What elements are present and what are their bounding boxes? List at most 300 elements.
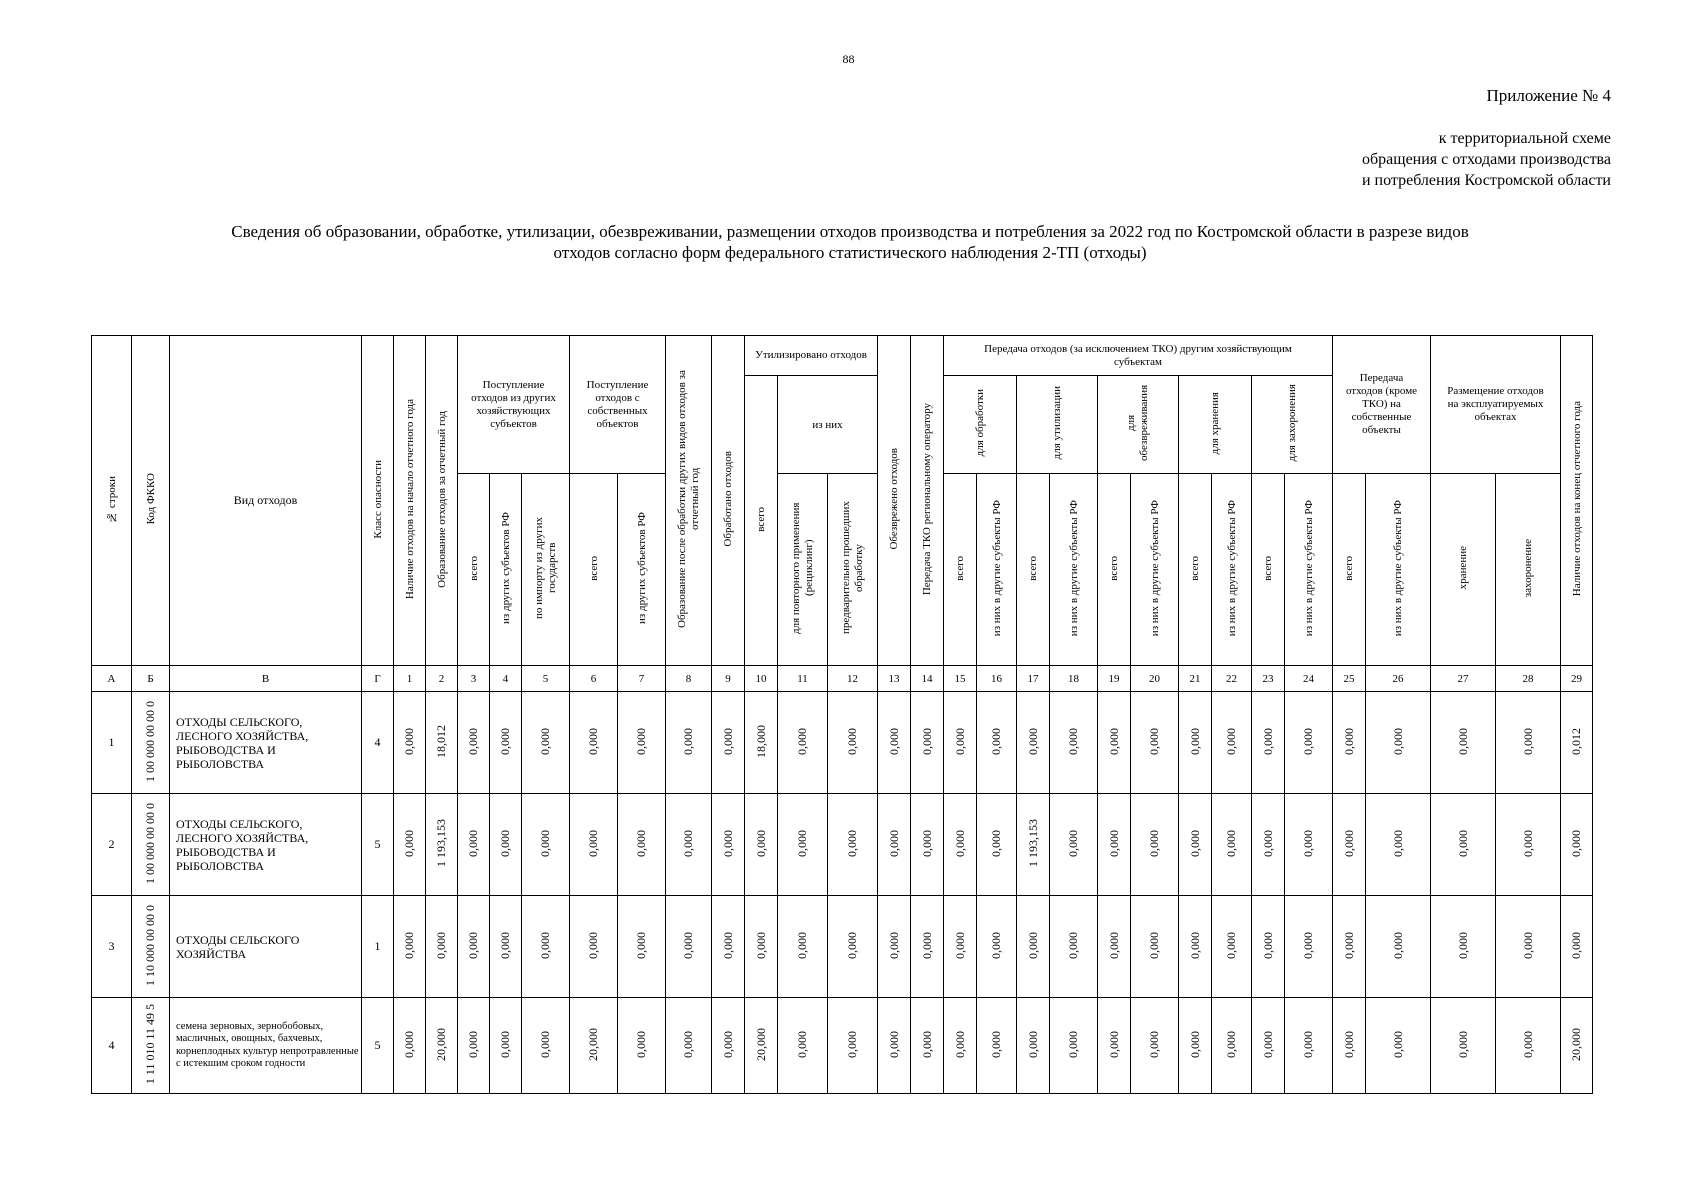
header-in-other: Поступление отходов из других хозяйствующих субъектов	[458, 336, 570, 474]
header-in-other-rf: из других субъектов РФ	[490, 474, 522, 666]
value-cell	[618, 794, 666, 896]
value-cell	[490, 896, 522, 998]
value-cell	[618, 692, 666, 794]
header-kind: Вид отходов	[170, 336, 362, 666]
value-cell	[522, 998, 570, 1094]
value-cell	[778, 692, 828, 794]
column-number: А	[92, 666, 132, 692]
column-number: 14	[911, 666, 944, 692]
value-cell	[828, 896, 878, 998]
hazard-class: 1	[362, 896, 394, 998]
header-in-other-import: по импорту из других государств	[522, 474, 570, 666]
value-cell-text: 0,012	[1569, 727, 1583, 755]
value-cell	[911, 998, 944, 1094]
value-cell	[944, 998, 977, 1094]
value-cell-text: 0,000	[1106, 829, 1121, 857]
value-cell-text: 0,000	[795, 931, 809, 959]
value-cell-text: 0,000	[586, 829, 600, 857]
value-cell-text: 0,000	[886, 931, 901, 959]
waste-name: ОТХОДЫ СЕЛЬСКОГО ХОЗЯЙСТВА	[170, 896, 362, 998]
value-cell	[666, 692, 712, 794]
value-cell-text: 0,000	[402, 1030, 416, 1058]
header-total: всего	[944, 474, 977, 666]
value-cell-text: 0,000	[1341, 1030, 1356, 1058]
value-cell	[666, 998, 712, 1094]
value-cell-text: 0,000	[1066, 829, 1080, 857]
value-cell	[1333, 692, 1366, 794]
value-cell	[1285, 896, 1333, 998]
value-cell-text: 0,000	[498, 931, 512, 959]
waste-table	[91, 335, 1593, 1094]
value-cell	[394, 896, 426, 998]
value-cell	[1050, 794, 1098, 896]
value-cell	[1017, 794, 1050, 896]
header-own-rf: из них в другие субъекты РФ	[1366, 474, 1431, 666]
fkko-code	[132, 896, 170, 998]
value-cell-text: 0,000	[919, 931, 934, 959]
value-cell-text: 0,000	[538, 829, 552, 857]
column-number: 23	[1252, 666, 1285, 692]
value-cell-text: 0,000	[498, 829, 512, 857]
value-cell	[618, 896, 666, 998]
value-cell	[878, 998, 911, 1094]
value-cell	[977, 998, 1017, 1094]
value-cell	[1285, 692, 1333, 794]
value-cell-text: 0,000	[1224, 829, 1238, 857]
value-cell	[1561, 896, 1593, 998]
value-cell	[1285, 794, 1333, 896]
value-cell-text: 0,000	[1341, 931, 1356, 959]
value-cell-text: 0,000	[498, 1030, 512, 1058]
fkko-code-text: 1 11 010 11 49 5	[143, 1003, 157, 1085]
column-number: Г	[362, 666, 394, 692]
value-cell	[666, 896, 712, 998]
header-row-num: № строки	[92, 336, 132, 666]
value-cell-text: 0,000	[1147, 931, 1161, 959]
value-cell	[1252, 896, 1285, 998]
column-number: 10	[745, 666, 778, 692]
value-cell	[1212, 896, 1252, 998]
header-transfer-own: Передача отходов (кроме ТКО) на собственные объекты	[1333, 336, 1431, 474]
value-cell-text: 0,000	[1106, 727, 1121, 755]
value-cell-text: 0,000	[1341, 727, 1356, 755]
value-cell-text: 18,000	[753, 724, 768, 758]
value-cell-text: 0,000	[720, 931, 735, 959]
value-cell-text: 0,000	[753, 829, 768, 857]
value-cell-text: 0,000	[1066, 1030, 1080, 1058]
value-cell-text: 0,000	[952, 829, 967, 857]
value-cell	[1131, 692, 1179, 794]
appendix-subtitle-line: обращения с отходами производства	[1362, 151, 1611, 168]
appendix-title: Приложение № 4	[1486, 86, 1611, 105]
header-neutralized: Обезврежено отходов	[878, 336, 911, 666]
value-cell-text: 0,000	[681, 931, 695, 959]
header-total: всего	[1179, 474, 1212, 666]
value-cell-text: 0,000	[1455, 727, 1470, 755]
header-tr-processing: для обработки	[944, 376, 1017, 474]
header-util-reuse: для повторного применения (рециклинг)	[778, 474, 828, 666]
column-number: 16	[977, 666, 1017, 692]
value-cell	[778, 998, 828, 1094]
value-cell	[977, 794, 1017, 896]
value-cell-text: 0,000	[1301, 1030, 1315, 1058]
value-cell	[1017, 692, 1050, 794]
header-end: Наличие отходов на конец отчетного года	[1561, 336, 1593, 666]
value-cell-text: 20,000	[1569, 1027, 1583, 1061]
value-cell-text: 0,000	[1025, 931, 1040, 959]
table-row	[92, 998, 1593, 1094]
appendix-subtitle-line: и потребления Костромской области	[1361, 172, 1611, 189]
value-cell	[1050, 692, 1098, 794]
value-cell-text: 0,000	[466, 1030, 480, 1058]
value-cell-text: 0,000	[1066, 727, 1080, 755]
value-cell-text: 1 193,153	[434, 819, 448, 867]
header-to-rf: из них в другие субъекты РФ	[1212, 474, 1252, 666]
header-to-rf: из них в другие субъекты РФ	[1050, 474, 1098, 666]
column-number: 18	[1050, 666, 1098, 692]
column-number: 1	[394, 666, 426, 692]
header-burial: захоронение	[1496, 474, 1561, 666]
fkko-code	[132, 998, 170, 1094]
value-cell-text: 0,000	[634, 829, 648, 857]
hazard-class: 5	[362, 998, 394, 1094]
value-cell	[394, 794, 426, 896]
value-cell	[712, 896, 745, 998]
value-cell-text: 0,000	[434, 931, 448, 959]
value-cell	[666, 794, 712, 896]
header-in-own-total: всего	[570, 474, 618, 666]
value-cell-text: 0,000	[1187, 727, 1202, 755]
value-cell-text: 0,000	[1106, 1030, 1121, 1058]
header-total: всего	[1098, 474, 1131, 666]
value-cell-text: 0,000	[634, 931, 648, 959]
value-cell-text: 0,000	[1301, 931, 1315, 959]
value-cell-text: 0,000	[1224, 727, 1238, 755]
value-cell	[458, 692, 490, 794]
value-cell	[458, 794, 490, 896]
document-title-line: отходов согласно форм федерального статистического наблюдения 2-ТП (отходы)	[553, 243, 1147, 262]
value-cell-text: 20,000	[586, 1027, 600, 1061]
value-cell-text: 0,000	[1025, 727, 1040, 755]
value-cell	[1561, 998, 1593, 1094]
value-cell	[745, 692, 778, 794]
value-cell	[1212, 692, 1252, 794]
header-tko-operator: Передача ТКО региональному оператору	[911, 336, 944, 666]
value-cell-text: 0,000	[538, 727, 552, 755]
value-cell-text: 18,012	[434, 724, 448, 758]
value-cell	[522, 794, 570, 896]
value-cell	[1017, 896, 1050, 998]
header-utilized: Утилизировано отходов	[745, 336, 878, 376]
waste-name: ОТХОДЫ СЕЛЬСКОГО, ЛЕСНОГО ХОЗЯЙСТВА, РЫБОВОДСТВА И РЫБОЛОВСТВА	[170, 794, 362, 896]
value-cell-text: 0,000	[1147, 727, 1161, 755]
value-cell-text: 0,000	[1341, 829, 1356, 857]
value-cell-text: 0,000	[1106, 931, 1121, 959]
header-formed: Образование отходов за отчетный год	[426, 336, 458, 666]
value-cell	[1212, 998, 1252, 1094]
value-cell	[1561, 794, 1593, 896]
value-cell	[1252, 692, 1285, 794]
fkko-code-text: 1 00 000 00 00 0	[143, 700, 157, 782]
value-cell	[570, 998, 618, 1094]
value-cell-text: 0,000	[466, 931, 480, 959]
value-cell-text: 0,000	[1390, 727, 1405, 755]
value-cell-text: 0,000	[1455, 829, 1470, 857]
value-cell-text: 0,000	[1569, 931, 1583, 959]
value-cell	[1098, 794, 1131, 896]
value-cell-text: 0,000	[845, 829, 859, 857]
value-cell	[1496, 998, 1561, 1094]
column-number: 12	[828, 666, 878, 692]
value-cell	[1366, 998, 1431, 1094]
value-cell	[712, 998, 745, 1094]
value-cell	[426, 896, 458, 998]
value-cell-text: 0,000	[1224, 1030, 1238, 1058]
fkko-code	[132, 692, 170, 794]
value-cell-text: 0,000	[845, 727, 859, 755]
value-cell-text: 0,000	[1390, 1030, 1405, 1058]
value-cell	[1431, 896, 1496, 998]
value-cell-text: 0,000	[1066, 931, 1080, 959]
row-number: 4	[92, 998, 132, 1094]
row-number: 1	[92, 692, 132, 794]
column-number: 15	[944, 666, 977, 692]
value-cell-text: 0,000	[1455, 931, 1470, 959]
value-cell-text: 0,000	[952, 727, 967, 755]
value-cell-text: 0,000	[886, 1030, 901, 1058]
value-cell-text: 0,000	[845, 931, 859, 959]
value-cell	[1496, 896, 1561, 998]
column-number: 6	[570, 666, 618, 692]
value-cell-text: 0,000	[720, 1030, 735, 1058]
hazard-class: 5	[362, 794, 394, 896]
value-cell	[1212, 794, 1252, 896]
value-cell	[878, 794, 911, 896]
value-cell-text: 0,000	[1569, 829, 1583, 857]
value-cell	[490, 692, 522, 794]
value-cell-text: 0,000	[1301, 727, 1315, 755]
header-storage: хранение	[1431, 474, 1496, 666]
value-cell-text: 0,000	[466, 727, 480, 755]
value-cell-text: 0,000	[919, 1030, 934, 1058]
value-cell-text: 0,000	[1520, 1030, 1535, 1058]
value-cell-text: 0,000	[753, 931, 768, 959]
value-cell	[944, 692, 977, 794]
value-cell	[458, 896, 490, 998]
value-cell	[1431, 998, 1496, 1094]
value-cell-text: 0,000	[989, 829, 1003, 857]
value-cell-text: 0,000	[681, 1030, 695, 1058]
value-cell	[1098, 896, 1131, 998]
column-number: 28	[1496, 666, 1561, 692]
value-cell-text: 0,000	[466, 829, 480, 857]
value-cell-text: 0,000	[1260, 931, 1275, 959]
header-start: Наличие отходов на начало отчетного года	[394, 336, 426, 666]
column-number: 3	[458, 666, 490, 692]
value-cell-text: 0,000	[1187, 829, 1202, 857]
value-cell	[828, 692, 878, 794]
value-cell	[1333, 998, 1366, 1094]
value-cell-text: 1 193,153	[1025, 819, 1040, 867]
header-to-rf: из них в другие субъекты РФ	[977, 474, 1017, 666]
value-cell-text: 0,000	[402, 829, 416, 857]
value-cell	[1252, 998, 1285, 1094]
column-number: 25	[1333, 666, 1366, 692]
column-number: 19	[1098, 666, 1131, 692]
column-number: 4	[490, 666, 522, 692]
value-cell-text: 0,000	[402, 931, 416, 959]
value-cell-text: 0,000	[634, 727, 648, 755]
header-util-total: всего	[745, 376, 778, 666]
value-cell	[878, 692, 911, 794]
value-cell	[745, 794, 778, 896]
value-cell	[1179, 692, 1212, 794]
value-cell	[977, 896, 1017, 998]
value-cell	[570, 794, 618, 896]
value-cell-text: 0,000	[1260, 829, 1275, 857]
column-number: 13	[878, 666, 911, 692]
value-cell-text: 0,000	[795, 727, 809, 755]
fkko-code	[132, 794, 170, 896]
value-cell	[570, 896, 618, 998]
document-title	[130, 221, 1570, 263]
value-cell	[1179, 998, 1212, 1094]
value-cell	[1050, 896, 1098, 998]
header-in-own-rf: из других субъектов РФ	[618, 474, 666, 666]
value-cell-text: 0,000	[989, 727, 1003, 755]
header-tr-util: для утилизации	[1017, 376, 1098, 474]
value-cell-text: 20,000	[753, 1027, 768, 1061]
column-number: 24	[1285, 666, 1333, 692]
value-cell-text: 0,000	[681, 727, 695, 755]
table-row	[92, 794, 1593, 896]
header-to-rf: из них в другие субъекты РФ	[1285, 474, 1333, 666]
column-number: В	[170, 666, 362, 692]
column-number: 5	[522, 666, 570, 692]
value-cell	[1496, 794, 1561, 896]
column-number: Б	[132, 666, 170, 692]
value-cell	[1366, 794, 1431, 896]
header-to-rf: из них в другие субъекты РФ	[1131, 474, 1179, 666]
value-cell	[911, 794, 944, 896]
value-cell	[394, 998, 426, 1094]
value-cell-text: 0,000	[795, 829, 809, 857]
value-cell-text: 0,000	[1187, 931, 1202, 959]
column-number: 2	[426, 666, 458, 692]
value-cell	[1131, 794, 1179, 896]
header-in-other-total: всего	[458, 474, 490, 666]
value-cell	[522, 692, 570, 794]
column-number: 27	[1431, 666, 1496, 692]
header-code: Код ФККО	[132, 336, 170, 666]
value-cell	[745, 896, 778, 998]
value-cell	[712, 692, 745, 794]
value-cell-text: 0,000	[1025, 1030, 1040, 1058]
header-of-them: из них	[778, 376, 878, 474]
value-cell-text: 0,000	[1390, 931, 1405, 959]
appendix-subtitle-line: к территориальной схеме	[1438, 130, 1611, 147]
value-cell-text: 0,000	[1147, 1030, 1161, 1058]
value-cell	[712, 794, 745, 896]
header-own-total: всего	[1333, 474, 1366, 666]
value-cell	[426, 794, 458, 896]
appendix-subtitle	[1362, 128, 1611, 191]
value-cell-text: 0,000	[538, 931, 552, 959]
value-cell-text: 0,000	[1147, 829, 1161, 857]
header-tr-storage: для хранения	[1179, 376, 1252, 474]
value-cell-text: 0,000	[989, 931, 1003, 959]
value-cell	[778, 896, 828, 998]
value-cell	[1431, 794, 1496, 896]
table-row	[92, 692, 1593, 794]
value-cell	[1333, 896, 1366, 998]
value-cell	[1561, 692, 1593, 794]
value-cell	[1131, 896, 1179, 998]
column-number: 29	[1561, 666, 1593, 692]
value-cell-text: 0,000	[1224, 931, 1238, 959]
header-tr-neutral: для обезвреживания	[1098, 376, 1179, 474]
value-cell	[1366, 896, 1431, 998]
column-number: 8	[666, 666, 712, 692]
column-number: 17	[1017, 666, 1050, 692]
value-cell	[1252, 794, 1285, 896]
value-cell-text: 0,000	[1187, 1030, 1202, 1058]
fkko-code-text: 1 00 000 00 00 0	[143, 802, 157, 884]
header-in-own: Поступление отходов с собственных объектов	[570, 336, 666, 474]
value-cell-text: 0,000	[1260, 1030, 1275, 1058]
value-cell	[911, 896, 944, 998]
value-cell-text: 0,000	[1520, 931, 1535, 959]
waste-name: семена зерновых, зернобобовых, масличных, овощных, бахчевых, корнеплодных культур непротравленные с истекшим сроком годности	[170, 998, 362, 1094]
value-cell	[1098, 998, 1131, 1094]
value-cell	[490, 794, 522, 896]
value-cell-text: 0,000	[919, 829, 934, 857]
value-cell-text: 0,000	[952, 1030, 967, 1058]
document-title-line: Сведения об образовании, обработке, утилизации, обезвреживании, размещении отходов производства и потребления за 2022 год по Костромской области в разрезе видов	[231, 222, 1469, 241]
value-cell	[490, 998, 522, 1094]
column-number: 9	[712, 666, 745, 692]
value-cell-text: 0,000	[1260, 727, 1275, 755]
header-formed-after: Образование после обработки других видов отходов за отчетный год	[666, 336, 712, 666]
value-cell-text: 0,000	[886, 727, 901, 755]
header-total: всего	[1252, 474, 1285, 666]
value-cell	[1050, 998, 1098, 1094]
value-cell	[977, 692, 1017, 794]
value-cell	[1131, 998, 1179, 1094]
row-number: 2	[92, 794, 132, 896]
value-cell-text: 0,000	[952, 931, 967, 959]
value-cell-text: 0,000	[845, 1030, 859, 1058]
value-cell-text: 0,000	[1390, 829, 1405, 857]
column-number: 26	[1366, 666, 1431, 692]
column-number: 20	[1131, 666, 1179, 692]
header-processed: Обработано отходов	[712, 336, 745, 666]
fkko-code-text: 1 10 000 00 00 0	[143, 904, 157, 986]
value-cell-text: 0,000	[1520, 727, 1535, 755]
value-cell	[1431, 692, 1496, 794]
value-cell	[778, 794, 828, 896]
waste-name: ОТХОДЫ СЕЛЬСКОГО, ЛЕСНОГО ХОЗЯЙСТВА, РЫБОВОДСТВА И РЫБОЛОВСТВА	[170, 692, 362, 794]
column-number: 11	[778, 666, 828, 692]
value-cell	[1098, 692, 1131, 794]
value-cell-text: 0,000	[886, 829, 901, 857]
column-number: 21	[1179, 666, 1212, 692]
value-cell	[745, 998, 778, 1094]
value-cell	[458, 998, 490, 1094]
value-cell-text: 0,000	[1455, 1030, 1470, 1058]
value-cell	[828, 794, 878, 896]
value-cell-text: 0,000	[720, 829, 735, 857]
